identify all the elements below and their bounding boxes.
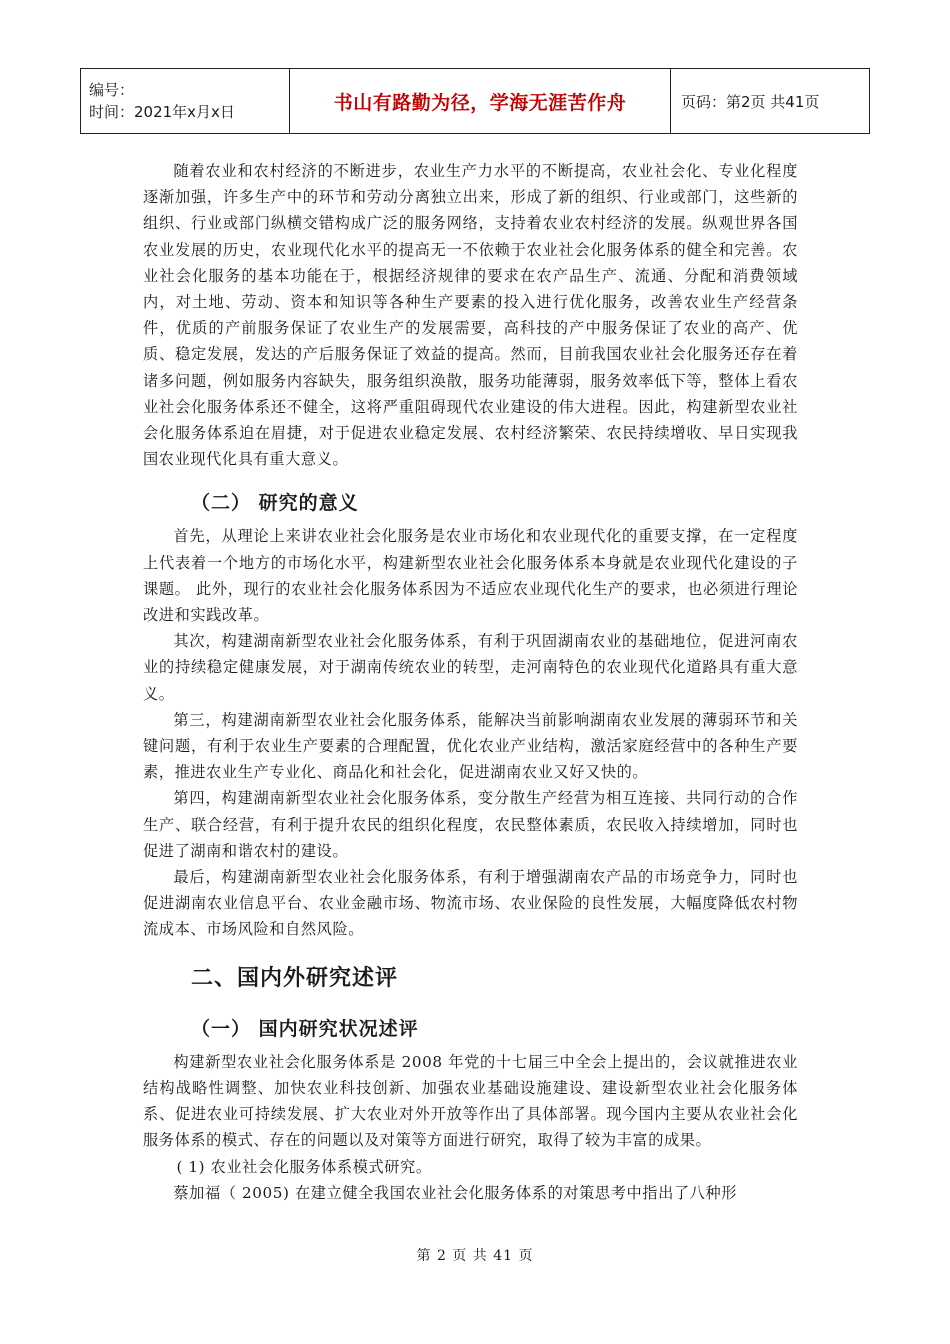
domestic-paragraph: 构建新型农业社会化服务体系是 2008 年党的十七届三中全会上提出的，会议就推进农业结构战略性调整、加快农业科技创新、加强农业基础设施建设、建设新型农业社会化服务体系、促进农业可持续发展、扩大农业对外开放等作出了具体部署。现今国内主要从农业社会化服务体系的模式、存在的问题以及对策等方面进行研究，取得了较为丰富的成果。 xyxy=(143,1052,798,1150)
significance-paragraph-5: 最后，构建湖南新型农业社会化服务体系，有利于增强湖南农产品的市场竞争力，同时也促进湖南农业信息平台、农业金融市场、物流市场、农业保险的良性发展，大幅度降低农村物流成本、市场风险和自然风险。 xyxy=(143,868,798,939)
list-item-model-research: ( 1) 农业社会化服务体系模式研究。 xyxy=(176,1157,432,1176)
significance-paragraph-3: 第三，构建湖南新型农业社会化服务体系，能解决当前影响湖南农业发展的薄弱环节和关键问题，有利于农业生产要素的合理配置，优化农业产业结构，激活家庭经营中的各种生产要素，推进农业生产专业化、商品化和社会化，促进湖南农业又好又快的。 xyxy=(143,710,798,782)
significance-paragraph-4: 第四，构建湖南新型农业社会化服务体系，变分散生产经营为相互连接、共同行动的合作生产、联合经营，有利于提升农民的组织化程度，农民整体素质，农民收入持续增加，同时也促进了湖南和谐农村的建设。 xyxy=(143,789,798,860)
header-meta xyxy=(81,69,290,134)
document-date-label: 时间：2021年x月x日 xyxy=(89,103,235,121)
page-footer: 第 2 页 共 41 页 xyxy=(416,1248,534,1264)
document-number-label: 编号： xyxy=(89,81,135,99)
significance-paragraph-2: 其次，构建湖南新型农业社会化服务体系，有利于巩固湖南农业的基础地位，促进河南农业的持续稳定健康发展，对于湖南传统农业的转型，走河南特色的农业现代化道路具有重大意义。 xyxy=(143,632,798,703)
significance-paragraph-1: 首先，从理论上来讲农业社会化服务是农业市场化和农业现代化的重要支撑，在一定程度上代表着一个地方的市场化水平，构建新型农业社会化服务体系本身就是农业现代化建设的子课题。 此外，现行的农业社会化服务体系因为不适应农业现代化生产的要求，也必须进行理论改进和实践改革。 xyxy=(143,527,798,625)
chapter-heading-review: 二、国内外研究述评 xyxy=(191,965,399,991)
page-header xyxy=(80,68,870,134)
document-body xyxy=(143,158,798,1206)
background-paragraph: 随着农业和农村经济的不断进步，农业生产力水平的不断提高，农业社会化、专业化程度逐渐加强，许多生产中的环节和劳动分离独立出来，形成了新的组织、行业或部门，这些新的组织、行业或部门纵横交错构成广泛的服务网络，支持着农业农村经济的发展。纵观世界各国农业发展的历史，农业现代化水平的提高无一不依赖于农业社会化服务体系的健全和完善。农业社会化服务的基本功能在于，根据经济规律的要求在农产品生产、流通、分配和消费领域内，对土地、劳动、资本和知识等各种生产要素的投入进行优化服务，改善农业生产经营条件，优质的产前服务保证了农业生产的发展需要，高科技的产中服务保证了农业的高产、优质、稳定发展，发达的产后服务保证了效益的提高。然而，目前我国农业社会化服务还存在着诸多问题，例如服务内容缺失，服务组织涣散，服务功能薄弱，服务效率低下等，整体上看农业社会化服务体系还不健全，这将严重阻碍现代农业建设的伟大进程。因此，构建新型农业社会化服务体系迫在眉捷，对于促进农业稳定发展、农村经济繁荣、农民持续增收、早日实现我国农业现代化具有重大意义。 xyxy=(143,162,798,469)
section-heading-domestic: （一） 国内研究状况述评 xyxy=(191,1017,419,1040)
section-heading-significance: （二） 研究的意义 xyxy=(191,492,359,515)
cai-jiafu-paragraph: 蔡加福（ 2005) 在建立健全我国农业社会化服务体系的对策思考中指出了八种形 xyxy=(173,1183,738,1202)
header-motto: 书山有路勤为径，学海无涯苦作舟 xyxy=(290,69,671,134)
header-page-number: 页码：第2页 共41页 xyxy=(671,69,870,134)
